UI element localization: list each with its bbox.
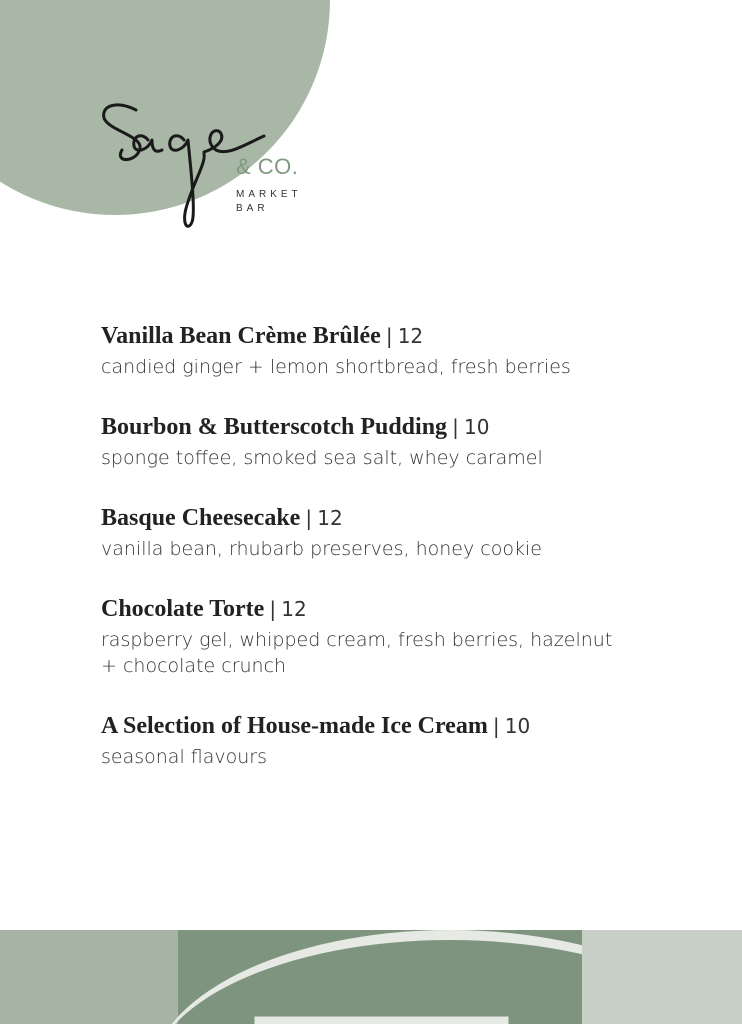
menu-item-description: seasonal flavours	[101, 746, 267, 768]
menu-item-name: Bourbon & Butterscotch Pudding	[101, 414, 448, 440]
menu-item-price: 10	[504, 714, 531, 738]
menu-item-description: vanilla bean, rhubarb preserves, honey cookie	[101, 538, 542, 560]
logo-tagline	[236, 188, 302, 216]
bottom-decorative-band	[0, 930, 742, 1024]
menu-item-price: 10	[463, 415, 490, 439]
menu-item-name: Basque Cheesecake	[101, 505, 301, 531]
band-shape	[582, 930, 742, 1024]
menu-item	[101, 411, 661, 471]
menu-item-price: 12	[397, 324, 424, 348]
logo	[96, 92, 326, 242]
menu-item	[101, 710, 661, 770]
dessert-menu	[101, 320, 661, 801]
menu-item-description: candied ginger + lemon shortbread, fresh berries	[101, 356, 571, 378]
menu-item-price: 12	[317, 506, 343, 530]
menu-item-description: raspberry gel, whipped cream, fresh berries, hazelnut	[101, 629, 613, 651]
menu-item-separator: |	[492, 714, 500, 738]
menu-item-description: sponge toffee, smoked sea salt, whey caramel	[101, 447, 543, 469]
menu-item-separator: |	[305, 506, 313, 530]
menu-item-description: + chocolate crunch	[101, 655, 287, 677]
menu-item-name: A Selection of House-made Ice Cream	[101, 713, 488, 739]
menu-item	[101, 320, 661, 380]
menu-item-separator: |	[385, 324, 393, 348]
menu-item-price: 12	[281, 597, 307, 621]
logo-tag-bar: BAR	[236, 203, 269, 214]
menu-item	[101, 502, 661, 562]
menu-item-name: Chocolate Torte	[101, 596, 265, 622]
logo-tag-market: MARKET	[236, 189, 302, 200]
menu-item-separator: |	[269, 597, 277, 621]
band-shape	[0, 930, 200, 1024]
menu-item	[101, 593, 661, 679]
menu-item-separator: |	[452, 415, 459, 439]
logo-and-co: & CO.	[236, 154, 299, 179]
menu-item-name: Vanilla Bean Crème Brûlée	[101, 323, 381, 349]
